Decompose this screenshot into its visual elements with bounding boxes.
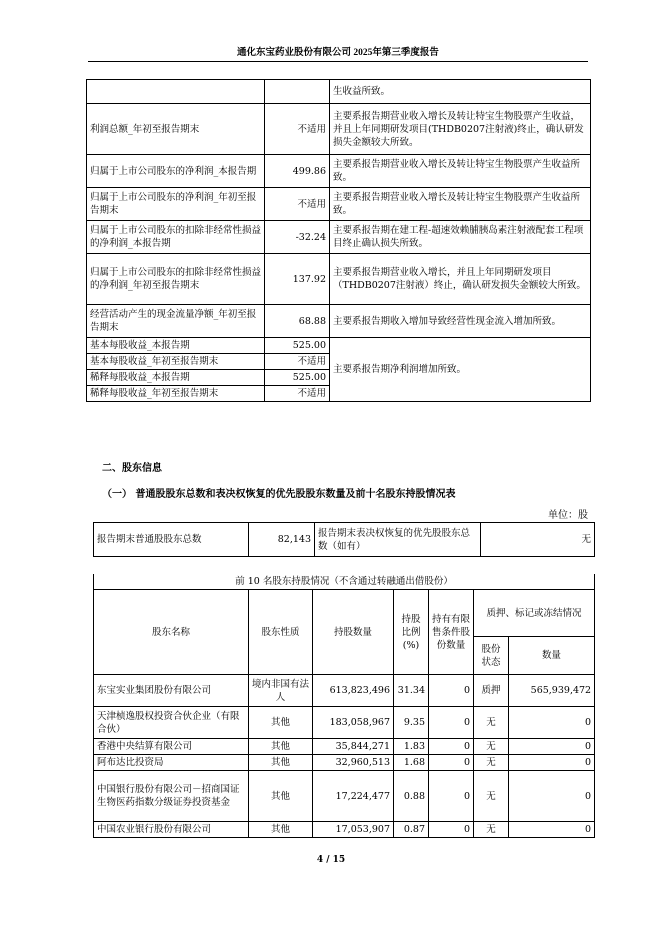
reason-cell: 主要系报告期营业收入增长及转让特宝生物股票产生收益所致。 [330,155,591,188]
header-status: 股份状态 [474,637,509,675]
holder-shares: 17,224,477 [313,771,394,822]
holder-status: 质押 [474,675,509,707]
item-cell: 归属于上市公司股东的净利润_本报告期 [87,155,265,188]
holder-status: 无 [474,707,509,739]
holder-count: 0 [509,771,595,822]
value-cell: 不适用 [265,104,330,155]
holder-nature: 其他 [249,755,313,771]
header-shares: 持股数量 [313,590,394,675]
header-nature: 股东性质 [249,590,313,675]
value-cell: 499.86 [265,155,330,188]
reason-cell: 生收益所致。 [330,80,591,104]
holder-name: 中国农业银行股份有限公司 [94,822,249,838]
holder-name: 中国银行股份有限公司－招商国证生物医药指数分级证券投资基金 [94,771,249,822]
reason-cell: 主要系报告期在建工程-超速效赖脯胰岛素注射液配套工程项目终止确认损失所致。 [330,221,591,254]
holder-restricted: 0 [429,755,474,771]
holder-name: 天津桢逸股权投资合伙企业（有限合伙） [94,707,249,739]
top10-holders-table [93,574,595,838]
header-count: 数量 [509,637,595,675]
item-cell: 稀释每股收益_本报告期 [87,370,265,386]
value-cell: 137.92 [265,254,330,305]
table-header-row [94,590,595,637]
table-row [94,675,595,707]
table-row [87,155,591,188]
summary-label: 报告期末普通股股东总数 [94,523,249,557]
header-rule [88,61,588,62]
table-row [87,338,591,354]
value-cell: -32.24 [265,221,330,254]
table-caption: 前 10 名股东持股情况（不含通过转融通出借股份） [94,574,595,590]
holder-status: 无 [474,771,509,822]
value-cell: 68.88 [265,305,330,338]
holder-count: 0 [509,707,595,739]
holder-shares: 32,960,513 [313,755,394,771]
reason-cell: 主要系报告期收入增加导致经营性现金流入增加所致。 [330,305,591,338]
holder-status: 无 [474,822,509,838]
table-row [94,755,595,771]
holder-ratio: 1.83 [394,739,429,755]
summary-label: 报告期末表决权恢复的优先股股东总数（如有） [315,523,481,557]
eps-reason-cell: 主要系报告期净利润增加所致。 [330,338,591,402]
holder-status: 无 [474,755,509,771]
value-cell: 不适用 [265,386,330,402]
holder-name: 阿布达比投资局 [94,755,249,771]
value-cell: 不适用 [265,188,330,221]
item-cell: 基本每股收益_年初至报告期末 [87,354,265,370]
table-row [87,80,591,104]
table-row [87,254,591,305]
reason-cell: 主要系报告期营业收入增长，并且上年同期研发项目（THDB0207注射液）终止，确认研发损失金额较大所致。 [330,254,591,305]
holder-shares: 17,053,907 [313,822,394,838]
value-cell [265,80,330,104]
holder-restricted: 0 [429,822,474,838]
summary-value: 无 [481,523,595,557]
holder-count: 565,939,472 [509,675,595,707]
holder-nature: 其他 [249,739,313,755]
subsection-title: （一） 普通股股东总数和表决权恢复的优先股股东数量及前十名股东持股情况表 [102,489,456,500]
holder-name: 香港中央结算有限公司 [94,739,249,755]
reason-cell: 主要系报告期营业收入增长及转让特宝生物股票产生收益所致。 [330,188,591,221]
shareholder-summary-table [93,522,595,557]
item-cell: 基本每股收益_本报告期 [87,338,265,354]
holder-ratio: 0.87 [394,822,429,838]
change-reason-table [86,79,591,402]
holder-nature: 其他 [249,822,313,838]
table-row [94,771,595,822]
holder-ratio: 31.34 [394,675,429,707]
item-cell: 归属于上市公司股东的扣除非经常性损益的净利润_年初至报告期末 [87,254,265,305]
holder-count: 0 [509,822,595,838]
item-cell: 经营活动产生的现金流量净额_年初至报告期末 [87,305,265,338]
section-title: 二、股东信息 [102,463,162,474]
holder-restricted: 0 [429,707,474,739]
header-restricted: 持有有限售条件股份数量 [429,590,474,675]
table-caption-row [94,574,595,590]
holder-name: 东宝实业集团股份有限公司 [94,675,249,707]
holder-status: 无 [474,739,509,755]
item-cell: 归属于上市公司股东的扣除非经常性损益的净利润_本报告期 [87,221,265,254]
holder-nature: 其他 [249,771,313,822]
item-cell: 稀释每股收益_年初至报告期末 [87,386,265,402]
header-name: 股东名称 [94,590,249,675]
holder-nature: 境内非国有法人 [249,675,313,707]
value-cell: 不适用 [265,354,330,370]
table-row [94,739,595,755]
holder-shares: 183,058,967 [313,707,394,739]
header-ratio: 持股比例(%) [394,590,429,675]
holder-shares: 35,844,271 [313,739,394,755]
page-number: 4 / 15 [316,855,346,865]
holder-ratio: 1.68 [394,755,429,771]
reason-cell: 主要系报告期营业收入增长及转让特宝生物股票产生收益，并且上年同期研发项目(THDB0207注射液)终止，确认研发损失金额较大所致。 [330,104,591,155]
holder-ratio: 0.88 [394,771,429,822]
item-cell: 利润总额_年初至报告期末 [87,104,265,155]
table-row [87,104,591,155]
table-row [87,305,591,338]
table-row [94,523,595,557]
holder-count: 0 [509,739,595,755]
report-header: 通化东宝药业股份有限公司 2025年第三季度报告 [237,48,439,58]
value-cell: 525.00 [265,370,330,386]
table-row [87,188,591,221]
header-pledge: 质押、标记或冻结情况 [474,590,595,637]
table-row [94,822,595,838]
unit-label: 单位：股 [548,510,588,521]
holder-restricted: 0 [429,771,474,822]
table-row [94,707,595,739]
value-cell: 525.00 [265,338,330,354]
holder-nature: 其他 [249,707,313,739]
item-cell: 归属于上市公司股东的净利润_年初至报告期末 [87,188,265,221]
holder-count: 0 [509,755,595,771]
holder-restricted: 0 [429,675,474,707]
holder-restricted: 0 [429,739,474,755]
item-cell [87,80,265,104]
table-row [87,221,591,254]
holder-ratio: 9.35 [394,707,429,739]
summary-value: 82,143 [249,523,315,557]
holder-shares: 613,823,496 [313,675,394,707]
